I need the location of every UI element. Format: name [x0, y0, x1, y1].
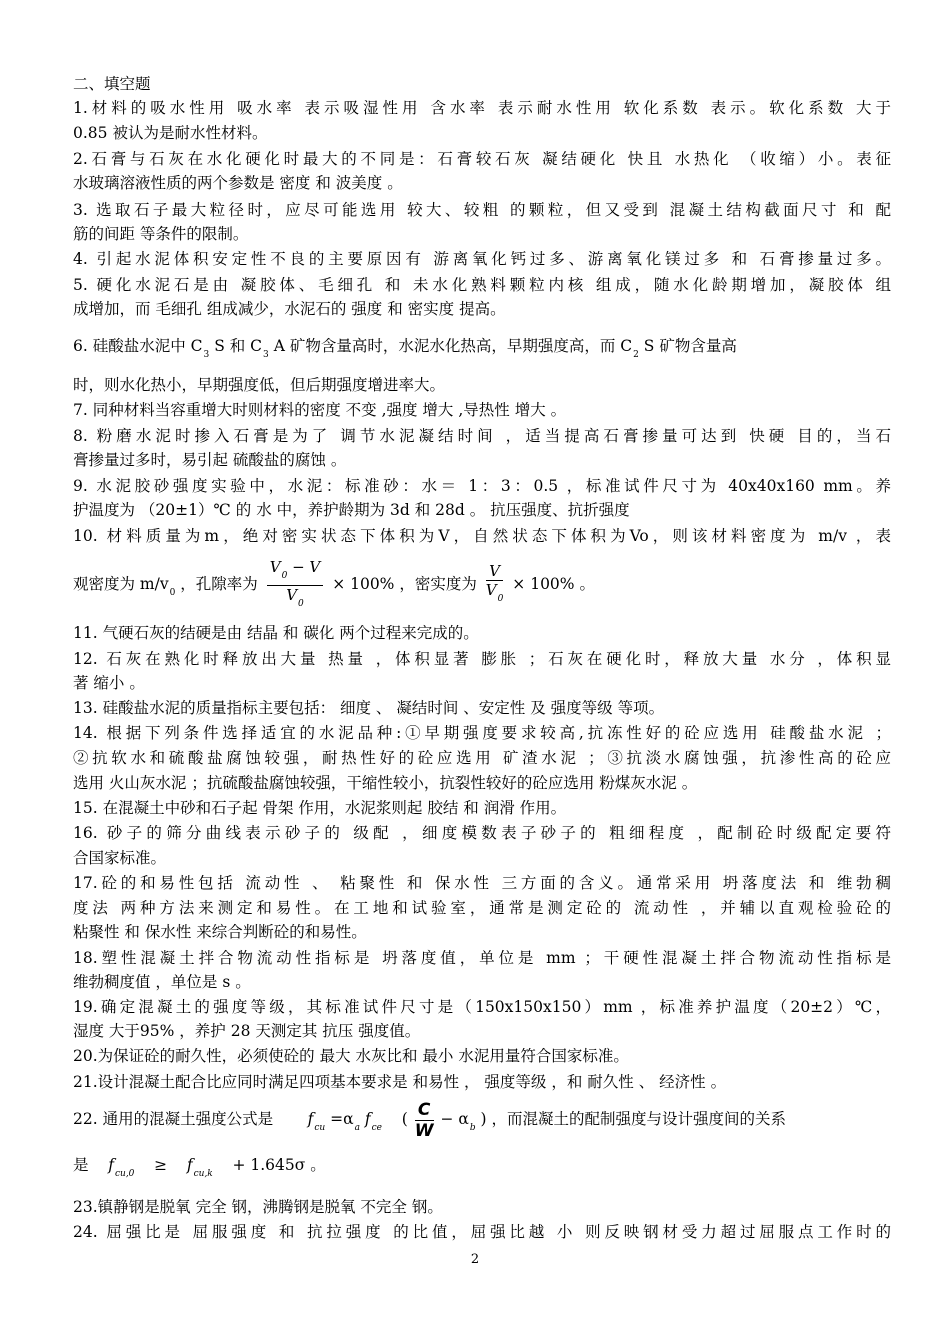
formula-paren: ) [480, 1110, 487, 1128]
text-line: 时，则水化热小，早期强度低，但后期强度增进率大。 [73, 376, 446, 394]
line6-c: A 矿物含量高时，水泥水化热高，早期强度高，而 C [273, 337, 633, 355]
subscript: cu,0 [114, 1169, 135, 1179]
text-line: 度法 两种方法来测定和易性。在工地和试验室，通常是测定砼的 流动性 ，并辅以直观检验砼的 [73, 899, 891, 917]
text-line: 18.塑性混凝土拌合物流动性指标是 坍落度值，单位是 mm ；干硬性混凝土拌合物流动性指标是 [73, 949, 891, 967]
text-line: 23.镇静钢是脱氧 完全 钢，沸腾钢是脱氧 不完全 钢。 [73, 1198, 443, 1216]
text-line-22b [73, 1150, 891, 1180]
line22b-b: + 1.645σ 。 [232, 1156, 326, 1174]
subscript: a [354, 1123, 360, 1133]
line22b-a: 是 [73, 1156, 89, 1174]
text-line: 16. 砂子的筛分曲线表示砂子的 级配 ，细度模数表子砂子的 粗细程度 ，配制砼时级配定要符 [73, 824, 891, 842]
text-line: 9. 水泥胶砂强度实验中，水泥：标准砂：水＝ 1：3：0.5 ，标准试件尺寸为 40x40x160 mm。养 [73, 477, 891, 495]
text-line: 选用 火山灰水泥 ；抗硫酸盐腐蚀较强，干缩性较小，抗裂性较好的砼应选用 粉煤灰水泥 。 [73, 774, 698, 792]
text-line: 湿度 大于95% ，养护 28 天测定其 抗压 强度值。 [73, 1022, 421, 1040]
line10b-b: ，孔隙率为 [180, 575, 258, 593]
subscript: 0 [169, 588, 176, 598]
text-line: 19.确定混凝土的强度等级，其标准试件尺寸是（150x150x150）mm ，标准养护温度（20±2）℃， [73, 998, 891, 1016]
line6-a: 6. 硅酸盐水泥中 C [73, 337, 203, 355]
text-line: 1.材料的吸水性用 吸水率 表示吸湿性用 含水率 表示耐水性用 软化系数 表示。软化系数 大于 [73, 99, 891, 117]
line10b-a: 观密度为 m/v [73, 575, 169, 593]
text-line: 0.85 被认为是耐水性材料。 [73, 124, 268, 142]
formula-f: f [307, 1110, 314, 1128]
formula-ge: ≥ [154, 1156, 168, 1174]
text-line: 5. 硬化水泥石是由 凝胶体、毛细孔 和 未水化熟料颗粒内核 组成，随水化龄期增加，凝胶体 组 [73, 276, 891, 294]
text-line-6 [73, 334, 891, 367]
text-line: 4. 引起水泥体积安定性不良的主要原因有 游离氧化钙过多、游离氧化镁过多 和 石膏掺量过多。 [73, 250, 891, 268]
formula-eq: =α [330, 1110, 354, 1128]
line10b-c: × 100% ，密实度为 [332, 575, 477, 593]
line22-a: 22. 通用的混凝土强度公式是 [73, 1110, 274, 1128]
porosity-fraction [267, 558, 324, 613]
fraction-denominator: $V_0$ [286, 585, 304, 609]
subscript: 3 [203, 350, 210, 360]
line22-b: ，而混凝土的配制强度与设计强度间的关系 [491, 1110, 787, 1128]
text-line: 著 缩小 。 [73, 674, 145, 692]
text-line: 2.石膏与石灰在水化硬化时最大的不同是：石膏较石灰 凝结硬化 快且 水热化 （收缩）小。表征 [73, 150, 891, 168]
text-line: 11. 气硬石灰的结硬是由 结晶 和 碳化 两个过程来完成的。 [73, 624, 479, 642]
subscript: 3 [263, 350, 269, 360]
text-line: 15. 在混凝土中砂和石子起 骨架 作用，水泥浆则起 胶结 和 润滑 作用。 [73, 799, 567, 817]
text-line: 3. 选取石子最大粒径时，应尽可能选用 较大、较粗 的颗粒，但又受到 混凝土结构截面尺寸 和 配 [73, 201, 891, 219]
subscript: 2 [633, 350, 639, 360]
text-line: 12. 石灰在熟化时释放出大量 热量 ，体积显著 膨胀 ；石灰在硬化时，释放大量 水分 ，体积显 [73, 650, 891, 668]
text-line: 水玻璃溶液性质的两个参数是 密度 和 波美度 。 [73, 174, 403, 192]
cement-water-ratio [415, 1100, 434, 1141]
subscript: ce [371, 1123, 383, 1133]
fraction-numerator: C [415, 1100, 434, 1121]
text-line: 护温度为 （20±1）℃ 的 水 中，养护龄期为 3d 和 28d 。 抗压强度、抗折强度 [73, 501, 630, 519]
text-line-22 [73, 1094, 891, 1144]
text-line: 20.为保证砼的耐久性，必须使砼的 最大 水灰比和 最小 水泥用量符合国家标准。 [73, 1047, 629, 1065]
formula-f: f [108, 1156, 114, 1174]
text-line: 成增加，而 毛细孔 组成减少，水泥石的 强度 和 密实度 提高。 [73, 300, 506, 318]
fraction-denominator: W [414, 1120, 434, 1141]
text-line: 维勃稠度值 ，单位是 s 。 [73, 973, 251, 991]
fraction-numerator: V [486, 562, 504, 581]
text-line: 24. 屈强比是 屈服强度 和 抗拉强度 的比值，屈强比越 小 则反映钢材受力超过屈服点工作时的 [73, 1223, 891, 1241]
fraction-denominator: $V_0$ [485, 581, 504, 604]
formula-f: f [364, 1110, 371, 1128]
text-line: 17.砼的和易性包括 流动性 、 粘聚性 和 保水性 三方面的含义。通常采用 坍落度法 和 维勃稠 [73, 874, 891, 892]
subscript: cu,k [193, 1169, 213, 1179]
line6-d: S 矿物含量高 [643, 337, 737, 355]
text-line: 膏掺量过多时，易引起 硫酸盐的腐蚀 。 [73, 451, 347, 469]
text-line: 10. 材料质量为m，绝对密实状态下体积为V，自然状态下体积为Vo，则该材料密度为 m/v ，表 [73, 527, 891, 545]
density-fraction [486, 562, 504, 608]
text-line: ②抗软水和硫酸盐腐蚀较强，耐热性好的砼应选用 矿渣水泥 ；③抗淡水腐蚀强，抗渗性高的砼应 [73, 749, 891, 767]
text-line: 粘聚性 和 保水性 来综合判断砼的和易性。 [73, 923, 367, 941]
text-line: 13. 硅酸盐水泥的质量指标主要包括： 细度 、 凝结时间 、安定性 及 强度等级 等项。 [73, 699, 665, 717]
formula-minus: − α [440, 1110, 469, 1128]
text-line-10b [73, 556, 891, 612]
formula-f: f [186, 1156, 193, 1174]
text-line: 8. 粉磨水泥时掺入石膏是为了 调节水泥凝结时间 ，适当提高石膏掺量可达到 快硬 目的，当石 [73, 427, 891, 445]
text-line: 21.设计混凝土配合比应同时满足四项基本要求是 和易性 ， 强度等级 ，和 耐久性 、 经济性 。 [73, 1073, 727, 1091]
section-title: 二、填空题 [73, 75, 151, 93]
text-line: 筋的间距 等条件的限制。 [73, 225, 249, 243]
subscript: cu [314, 1123, 326, 1133]
text-line: 7. 同种材料当容重增大时则材料的密度 不变 ,强度 增大 ,导热性 增大 。 [73, 401, 567, 419]
formula-paren: ( [401, 1110, 408, 1128]
line6-b: S 和 C [214, 337, 263, 355]
text-line: 合国家标准。 [73, 849, 167, 867]
line10b-d: × 100% 。 [512, 575, 595, 593]
text-line: 14. 根据下列条件选择适宜的水泥品种:①早期强度要求较高,抗冻性好的砼应选用 硅酸盐水泥 ； [73, 724, 891, 742]
fraction-numerator: $V_0 - V$ [267, 558, 324, 586]
page-number: 2 [470, 1252, 480, 1267]
subscript: b [469, 1123, 476, 1133]
